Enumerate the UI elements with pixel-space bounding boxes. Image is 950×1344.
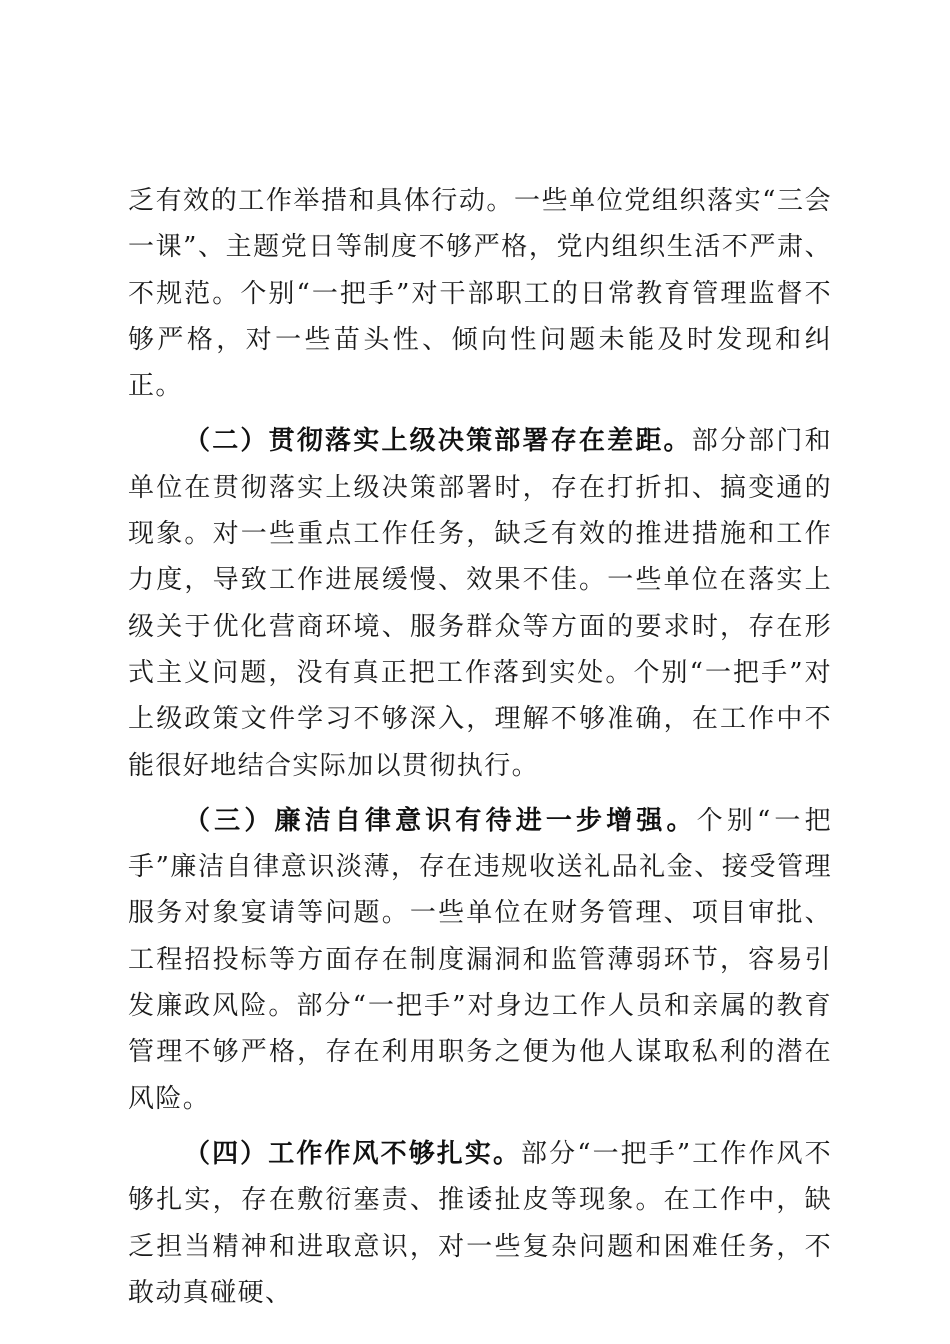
document-body <box>128 178 832 1325</box>
paragraph-continuation <box>128 178 832 409</box>
section-heading: （三）廉洁自律意识有待进一步增强。 <box>184 805 697 836</box>
paragraph-section-3 <box>128 798 832 1122</box>
paragraph-section-2 <box>128 418 832 788</box>
section-heading: （四）工作作风不够扎实。 <box>184 1138 522 1169</box>
paragraph-section-4 <box>128 1131 832 1316</box>
section-heading: （二）贯彻落实上级决策部署存在差距。 <box>184 426 692 457</box>
paragraph-body-text: 乏有效的工作举措和具体行动。一些单位党组织落实“三会一课”、主题党日等制度不够严格，党内组织生活不严肃、不规范。个别“一把手”对干部职工的日常教育管理监督不够严格，对一些苗头性、倾向性问题未能及时发现和纠正。 <box>128 186 832 402</box>
paragraph-body-text: 部分“一把手”工作作风不够扎实，存在敷衍塞责、推诿扯皮等现象。在工作中，缺乏担当精神和进取意识，对一些复杂问题和困难任务，不敢动真碰硬、 <box>128 1138 832 1308</box>
paragraph-body-text: 部分部门和单位在贯彻落实上级决策部署时，存在打折扣、搞变通的现象。对一些重点工作任务，缺乏有效的推进措施和工作力度，导致工作进展缓慢、效果不佳。一些单位在落实上级关于优化营商环境、服务群众等方面的要求时，存在形式主义问题，没有真正把工作落到实处。个别“一把手”对上级政策文件学习不够深入，理解不够准确，在工作中不能很好地结合实际加以贯彻执行。 <box>128 426 832 781</box>
paragraph-body-text: 个别“一把手”廉洁自律意识淡薄，存在违规收送礼品礼金、接受管理服务对象宴请等问题。一些单位在财务管理、项目审批、工程招投标等方面存在制度漏洞和监管薄弱环节，容易引发廉政风险。部分“一把手”对身边工作人员和亲属的教育管理不够严格，存在利用职务之便为他人谋取私利的潜在风险。 <box>128 805 832 1114</box>
